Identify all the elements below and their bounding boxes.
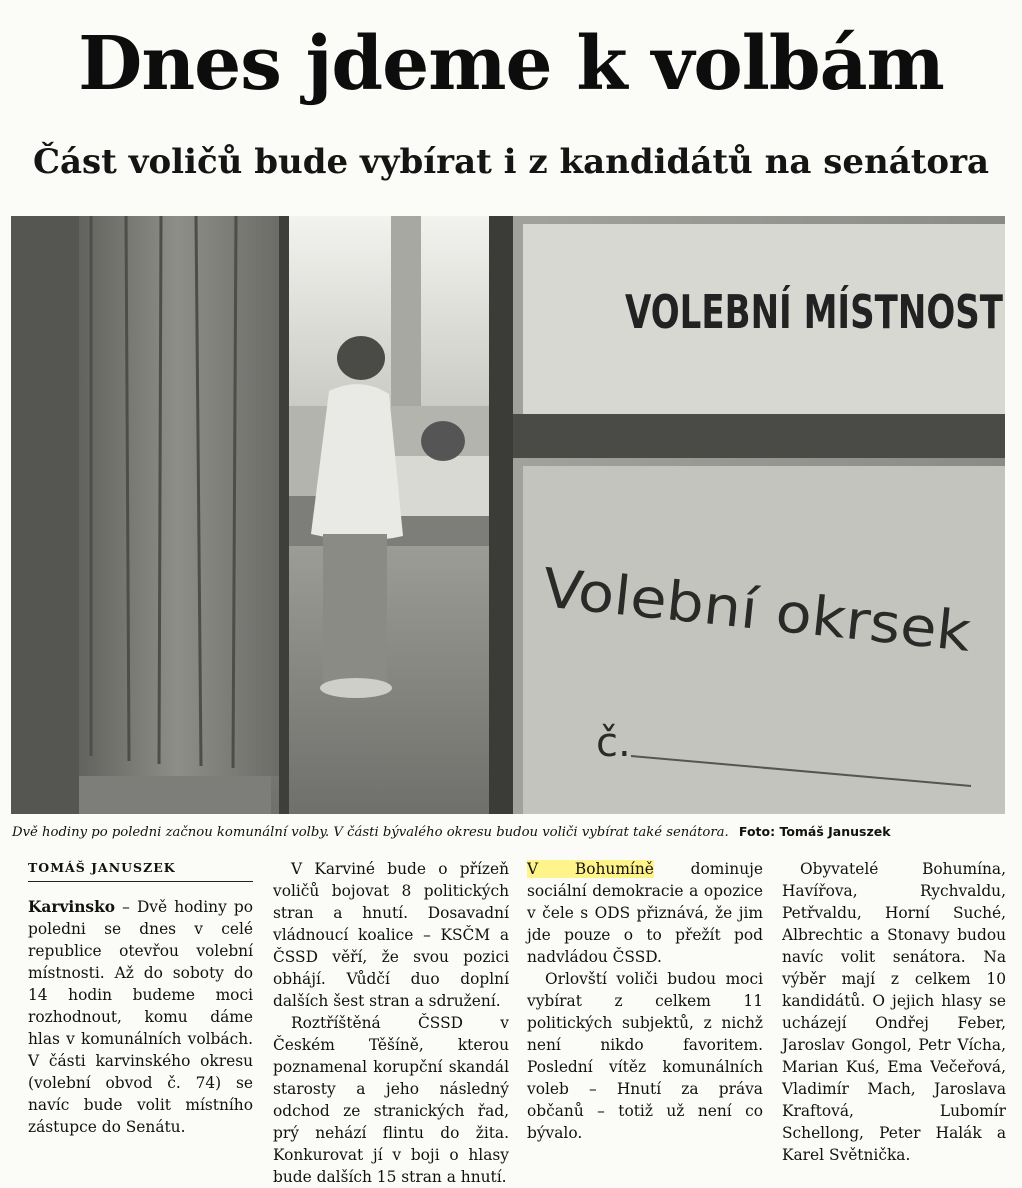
caption-text: Dvě hodiny po poledni začnou komunální volby. V části bývalého okresu budou voliči vybírat také senátora. bbox=[12, 825, 729, 840]
photo-credit: Foto: Tomáš Januszek bbox=[738, 824, 891, 839]
article-paragraph: Obyvatelé Bohumína, Havířova, Rychvaldu, Petřvaldu, Horní Suché, Albrechtic a Stonavy budou navíc volit senátora. Na výběr mají z celkem 10 kandidátů. O jejich hlasy se ucházejí Ondřej Feber, Jaroslav Gongol, Petr Vícha, Marian Kuś, Ema Večeřová, Vladimír Mach, Jaroslava Kraftová, Lubomír Schellong, Peter Halák a Karel Světnička. bbox=[782, 860, 1006, 1164]
article-column-4 bbox=[782, 858, 1006, 1166]
sign-top-text: VOLEBNÍ MÍSTNOST bbox=[625, 285, 1004, 339]
subheadline: Část voličů bude vybírat i z kandidátů na senátora bbox=[32, 142, 990, 182]
highlighted-text: V Bohumíně bbox=[527, 860, 654, 878]
person-trousers bbox=[323, 534, 387, 684]
article-paragraph: Orlovští voliči budou moci vybírat z celkem 11 politických subjektů, z nichž není nikdo favoritem. Poslední vítěz komunálních voleb – Hnutí za práva občanů – totiž už není co bývalo. bbox=[527, 970, 763, 1142]
article-paragraph bbox=[527, 858, 763, 968]
paragraph-text: dominuje sociální demokracie a opozice v čele s ODS přiznává, že jim jde pouze o to přežít pod nadvládou ČSSD. bbox=[527, 860, 763, 966]
paragraph-text: – Dvě hodiny po poledni se dnes v celé republice otevřou volební místnosti. Až do soboty do 14 hodin budeme moci rozhodnout, komu dáme hlas v komunálních volbách. V části karvinského okresu (volební obvod č. 74) se navíc bude volit místního zástupce do Senátu. bbox=[28, 898, 253, 1136]
article-paragraph bbox=[28, 896, 253, 1138]
floor bbox=[271, 546, 511, 814]
headline: Dnes jdeme k volbám bbox=[78, 21, 944, 107]
article-paragraph: V Karviné bude o přízeň voličů bojovat 8 politických stran a hnutí. Dosavadní vládnoucí koalice – KSČM a ČSSD věří, že svou pozici obhájí. Vůdčí duo doplní dalších šest stran a sdružení. bbox=[273, 860, 509, 1010]
sign-bottom-text: Volební okrsek bbox=[539, 556, 938, 661]
sign-number-label: č. bbox=[596, 720, 631, 766]
booth-curtain bbox=[71, 216, 283, 776]
article-column-1 bbox=[28, 896, 253, 1138]
door-frame bbox=[489, 216, 513, 814]
article-column-3 bbox=[527, 858, 763, 1144]
article-paragraph: Roztříštěná ČSSD v Českém Těšíně, kterou poznamenal korupční skandál starosty a jeho následný odchod ze stranických řad, prý nehází flintu do žita. Konkurovat jí v boji o hlasy bude dalších 15 stran a hnutí. bbox=[273, 1014, 509, 1186]
dateline: Karvinsko bbox=[28, 898, 116, 916]
article-column-2 bbox=[273, 858, 509, 1188]
news-photo bbox=[11, 216, 1005, 814]
byline: TOMÁŠ JANUSZEK bbox=[28, 860, 253, 882]
person-head bbox=[337, 336, 385, 380]
photo-caption bbox=[12, 822, 1012, 843]
